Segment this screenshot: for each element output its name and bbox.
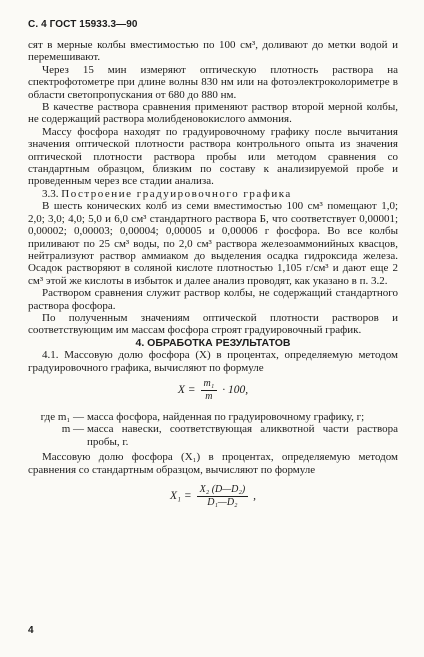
formula-x1 (28, 484, 398, 509)
page-number: 4 (28, 625, 34, 636)
definition-text: масса фосфора, найденная по градуировочному графику, г; (87, 410, 365, 423)
formula-rhs: , (253, 490, 257, 503)
fraction-numerator: X₂ (D—D₂) (197, 484, 249, 497)
paragraph: 4.1. Массовую долю фосфора (X) в процентах, определяемую методом градуировочного графика, вычисляют по формуле (28, 349, 398, 374)
formula-lhs: X₁ = (169, 490, 192, 503)
page-header: С. 4 ГОСТ 15933.3—90 (28, 19, 138, 30)
definition-symbol: m — (61, 423, 84, 436)
definition-text: масса навески, соответствующая аликвотной части раствора пробы, г. (87, 423, 398, 448)
paragraph: Массовую долю фосфора (X₁) в процентах, определяемую методом сравнения со стандартным образцом, вычисляют по формуле (28, 451, 398, 476)
section-heading-4: 4. ОБРАБОТКА РЕЗУЛЬТАТОВ (135, 336, 291, 349)
section-heading-3-3 (28, 188, 398, 200)
formula-fraction (201, 378, 218, 403)
paragraph: В шесть конических колб из семи вместимостью 100 см³ помещают 1,0; 2,0; 3,0; 4,0; 5,0 и 6,0 см³ стандартного раствора Б, что соответствует 0,00001; 0,00002; 0,00003; 0,00004; 0,00005 и 0,00006 г фосфора. Во все колбы приливают по 25 см³ воды, по 2,0 см³ раствора железоаммонийных квасцов, нейтрализуют раствор аммиаком до выделения осадка гидроксида железа. Осадок растворяют в соляной кислоте плотностью 1,105 г/см³ и дают еще 2 см³ этой же кислоты в избыток и далее анализ проводят, как указано в п. 3.2. (28, 200, 398, 287)
definition-symbol: где m₁ — (40, 410, 84, 423)
fraction-denominator: D₁—D₂ (207, 497, 238, 508)
paragraph: Через 15 мин измеряют оптическую плотность раствора на спектрофотометре при длине волны 830 нм или на фотоэлектроколориметре в области светопропускания от 680 до 880 нм. (28, 63, 398, 101)
paragraph: По полученным значениям оптической плотности растворов и соответствующим им массам фосфора строят градуировочный график. (28, 311, 398, 337)
document-body (28, 39, 398, 517)
section-number: 3.3. (42, 187, 59, 200)
fraction-numerator: m₁ (201, 378, 218, 391)
formula-lhs: X = (177, 384, 196, 397)
fraction-denominator: m (205, 390, 213, 402)
paragraph: Раствором сравнения служит раствор колбы, не содержащий стандартного раствора фосфора. (28, 287, 398, 312)
section-title: Построение градуировочного графика (61, 187, 292, 200)
formula-x (28, 378, 398, 403)
paragraph: сят в мерные колбы вместимостью по 100 см³, доливают до метки водой и перемешивают. (28, 39, 398, 64)
definition-row (28, 423, 398, 448)
formula-rhs: · 100, (222, 384, 249, 397)
paragraph: В качестве раствора сравнения применяют раствор второй мерной колбы, не содержащий раствора молибденовокислого аммония. (28, 101, 398, 126)
paragraph: Массу фосфора находят по градуировочному графику после вычитания значения оптической плотности раствора контрольного опыта из значения оптической плотности раствора пробы или методом сравнения со стандартным образцом, близким по составу к анализируемой пробе и проведенным через все стадии анализа. (28, 125, 398, 188)
formula-fraction (197, 484, 249, 509)
definition-row (28, 411, 398, 423)
